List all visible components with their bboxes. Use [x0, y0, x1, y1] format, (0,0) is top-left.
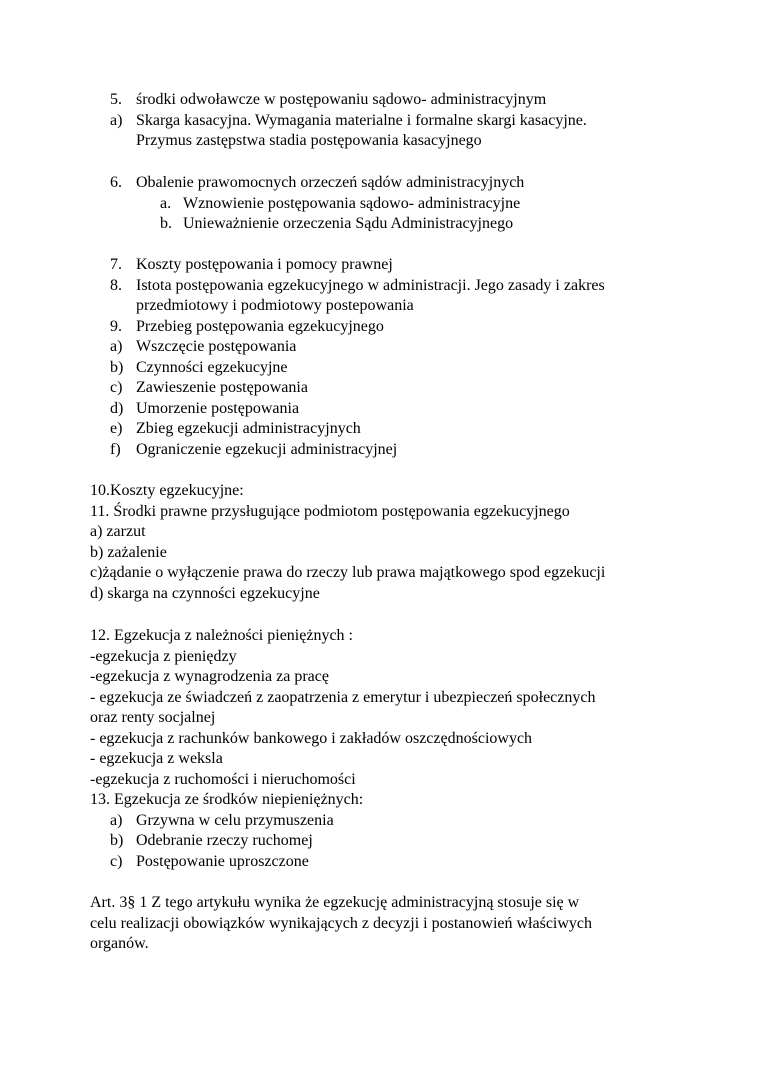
list-marker: b) — [110, 358, 124, 376]
list-marker: 6. — [110, 174, 122, 191]
list-item-text: Wznowienie postępowania sądowo- administracyjne — [183, 194, 521, 212]
list-marker: 8. — [110, 276, 122, 294]
line-text: c)żądanie o wyłączenie prawa do rzeczy lub prawa majątkowego spod egzekucji — [90, 564, 606, 581]
list-item — [0, 852, 760, 873]
paragraph-line — [0, 502, 760, 523]
paragraph-line — [0, 481, 760, 502]
list-item-text: Przebieg postępowania egzekucyjnego — [136, 317, 384, 335]
list-item — [0, 831, 760, 852]
line-text: 13. Egzekucja ze środków niepieniężnych: — [90, 791, 364, 808]
list-item — [0, 276, 760, 297]
line-text: d) skarga na czynności egzekucyjne — [90, 584, 320, 602]
list-marker: d) — [110, 399, 124, 417]
line-text: - egzekucja z rachunków bankowego i zakładów oszczędnościowych — [90, 729, 533, 747]
line-text: organów. — [90, 935, 149, 952]
list-item — [0, 111, 760, 132]
list-item-continuation — [0, 131, 760, 152]
section-12 — [0, 626, 760, 811]
list-item-text: środki odwoławcze w postępowaniu sądowo- administracyjnym — [136, 91, 547, 108]
list-item — [0, 317, 760, 338]
list-item — [0, 399, 760, 420]
list-item-text: Skarga kasacyjna. Wymagania materialne i formalne skargi kasacyjne. — [136, 111, 587, 129]
list-marker: b. — [160, 215, 172, 232]
paragraph-line — [0, 688, 760, 709]
list-marker: c) — [110, 852, 123, 870]
line-text: - egzekucja ze świadczeń z zaopatrzenia z emerytur i ubezpieczeń społecznych — [90, 688, 596, 706]
line-text: celu realizacji obowiązków wynikających z decyzji i postanowień właściwych — [90, 914, 593, 932]
section-6 — [0, 173, 760, 235]
line-text: oraz renty socjalnej — [90, 709, 216, 726]
paragraph-line — [0, 667, 760, 688]
paragraph-line — [0, 749, 760, 770]
paragraph-line — [0, 893, 760, 914]
paragraph-line — [0, 647, 760, 668]
list-item — [0, 337, 760, 358]
section-5 — [0, 90, 760, 152]
list-item-text: Czynności egzekucyjne — [136, 358, 288, 376]
paragraph-line — [0, 708, 760, 729]
list-item-text: Odebranie rzeczy ruchomej — [136, 832, 313, 849]
line-text: -egzekucja z wynagrodzenia za pracę — [90, 668, 329, 685]
list-item — [0, 255, 760, 276]
list-item — [0, 419, 760, 440]
list-item-text: Zbieg egzekucji administracyjnych — [136, 420, 361, 437]
line-text: a) zarzut — [90, 523, 146, 540]
line-text: -egzekucja z ruchomości i nieruchomości — [90, 770, 356, 788]
list-item-text: Ograniczenie egzekucji administracyjnej — [136, 440, 398, 458]
line-text: Art. 3§ 1 Z tego artykułu wynika że egzekucję administracyjną stosuje się w — [90, 894, 580, 911]
list-item — [0, 214, 760, 235]
paragraph-line — [0, 626, 760, 647]
list-marker: f) — [110, 440, 121, 458]
line-text: 10.Koszty egzekucyjne: — [90, 482, 244, 499]
list-item-continuation — [0, 296, 760, 317]
list-item-text: Postępowanie uproszczone — [136, 852, 309, 870]
list-item — [0, 173, 760, 194]
list-item-text: Istota postępowania egzekucyjnego w administracji. Jego zasady i zakres — [136, 276, 605, 294]
list-marker: b) — [110, 832, 124, 849]
list-item — [0, 378, 760, 399]
list-marker: a) — [110, 111, 123, 129]
paragraph-line — [0, 914, 760, 935]
list-item-text: Grzywna w celu przymuszenia — [136, 811, 334, 829]
list-marker: e) — [110, 420, 123, 437]
article-paragraph — [0, 893, 760, 955]
paragraph-line — [0, 770, 760, 791]
list-item-text: Zawieszenie postępowania — [136, 379, 308, 396]
list-item-text: Koszty postępowania i pomocy prawnej — [136, 256, 393, 273]
paragraph-line — [0, 934, 760, 955]
line-text: - egzekucja z weksla — [90, 750, 223, 767]
list-item — [0, 811, 760, 832]
list-marker: a. — [160, 194, 172, 212]
list-item-text: przedmiotowy i podmiotowy postepowania — [136, 297, 414, 314]
list-marker: a) — [110, 811, 123, 829]
list-item — [0, 194, 760, 215]
list-item-text: Wszczęcie postępowania — [136, 338, 297, 355]
list-marker: c) — [110, 379, 123, 396]
list-item — [0, 358, 760, 379]
line-text: b) zażalenie — [90, 543, 167, 561]
paragraph-line — [0, 522, 760, 543]
list-item-text: Umorzenie postępowania — [136, 399, 300, 417]
list-marker: 5. — [110, 91, 122, 108]
paragraph-line — [0, 729, 760, 750]
list-marker: a) — [110, 338, 123, 355]
section-7-9 — [0, 255, 760, 460]
list-marker: 9. — [110, 317, 122, 335]
line-text: 11. Środki prawne przysługujące podmiotom postępowania egzekucyjnego — [90, 502, 570, 520]
list-item-text: Przymus zastępstwa stadia postępowania kasacyjnego — [136, 132, 482, 149]
paragraph-line — [0, 790, 760, 811]
section-10-11 — [0, 481, 760, 604]
paragraph-line — [0, 563, 760, 584]
line-text: -egzekucja z pieniędzy — [90, 647, 237, 665]
list-item-text: Unieważnienie orzeczenia Sądu Administracyjnego — [183, 215, 514, 232]
list-marker: 7. — [110, 256, 122, 273]
list-item-text: Obalenie prawomocnych orzeczeń sądów administracyjnych — [136, 174, 525, 191]
line-text: 12. Egzekucja z należności pieniężnych : — [90, 627, 353, 644]
list-item — [0, 90, 760, 111]
list-item — [0, 440, 760, 461]
paragraph-line — [0, 584, 760, 605]
section-13 — [0, 811, 760, 873]
paragraph-line — [0, 543, 760, 564]
